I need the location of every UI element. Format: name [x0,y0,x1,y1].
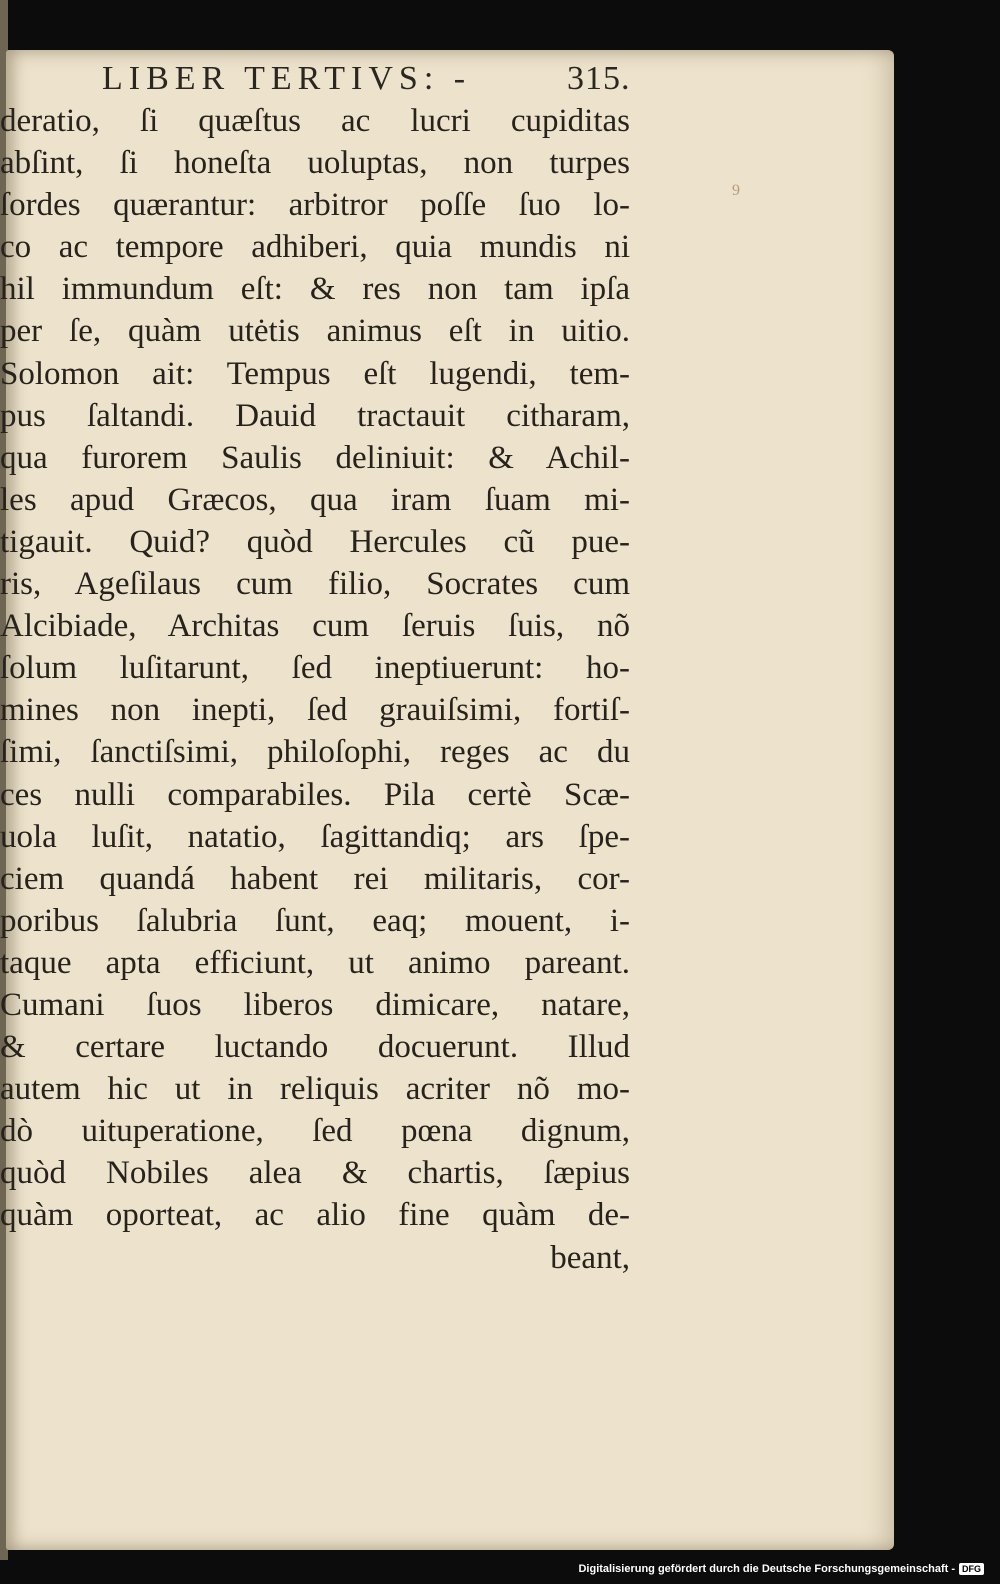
text-line: uola luſit, natatio, ſagittandiq; ars ſpe- [0,818,630,855]
text-line: ſolum luſitarunt, ſed ineptiuerunt: ho- [0,650,630,687]
digitization-credit [578,1558,984,1580]
text-line: ris, Ageſilaus cum filio, Socrates cum [0,566,630,603]
page-body-text [0,100,630,1279]
text-line: ciem quandá habent rei militaris, cor- [0,860,630,897]
text-line: quàm oporteat, ac alio fine quàm de- [0,1197,630,1234]
text-line: dò uituperatione, ſed pœna dignum, [0,1113,630,1150]
text-line: per ſe, quàm utėtis animus eſt in uitio. [0,313,630,350]
text-line: les apud Græcos, qua iram ſuam mi- [0,481,630,518]
text-line: quòd Nobiles alea & chartis, ſæpius [0,1155,630,1192]
text-line: qua furorem Saulis deliniuit: & Achil- [0,439,630,476]
text-line: Cumani ſuos liberos dimicare, natare, [0,986,630,1023]
text-line: beant, [550,1239,630,1276]
text-line: ſimi, ſanctiſsimi, philoſophi, reges ac du [0,734,630,771]
page-number: 315. [567,60,631,97]
text-line: mines non inepti, ſed grauiſsimi, fortiſ- [0,692,630,729]
text-line: poribus ſalubria ſunt, eaq; mouent, i- [0,902,630,939]
pencil-mark: 9 [732,182,740,199]
text-line: ces nulli comparabiles. Pila certè Scæ- [0,776,630,813]
text-line: abſint, ſi honeſta uoluptas, non turpes [0,145,630,182]
text-line: & certare luctando docuerunt. Illud [0,1029,630,1066]
text-line: deratio, ſi quæſtus ac lucri cupiditas [0,103,630,139]
credit-text: Digitalisierung gefördert durch die Deutsche Forschungsgemeinschaft - [578,1563,955,1575]
text-line: ſordes quærantur: arbitror poſſe ſuo lo- [0,187,630,224]
text-line: Alcibiade, Architas cum ſeruis ſuis, nõ [0,608,630,645]
text-line: autem hic ut in reliquis acriter nõ mo- [0,1071,630,1108]
text-line: hil immundum eſt: & res non tam ipſa [0,271,630,308]
running-header [0,60,640,100]
text-line: co ac tempore adhiberi, quia mundis ni [0,229,630,266]
text-line: tigauit. Quid? quòd Hercules cũ pue- [0,523,630,560]
dfg-logo: DFG [959,1563,984,1575]
text-line: taque apta efficiunt, ut animo pareant. [0,944,630,981]
text-line: pus ſaltandi. Dauid tractauit citharam, [0,397,630,434]
text-line: Solomon ait: Tempus eſt lugendi, tem- [0,355,630,392]
header-title: LIBER TERTIVS: - [102,60,472,97]
